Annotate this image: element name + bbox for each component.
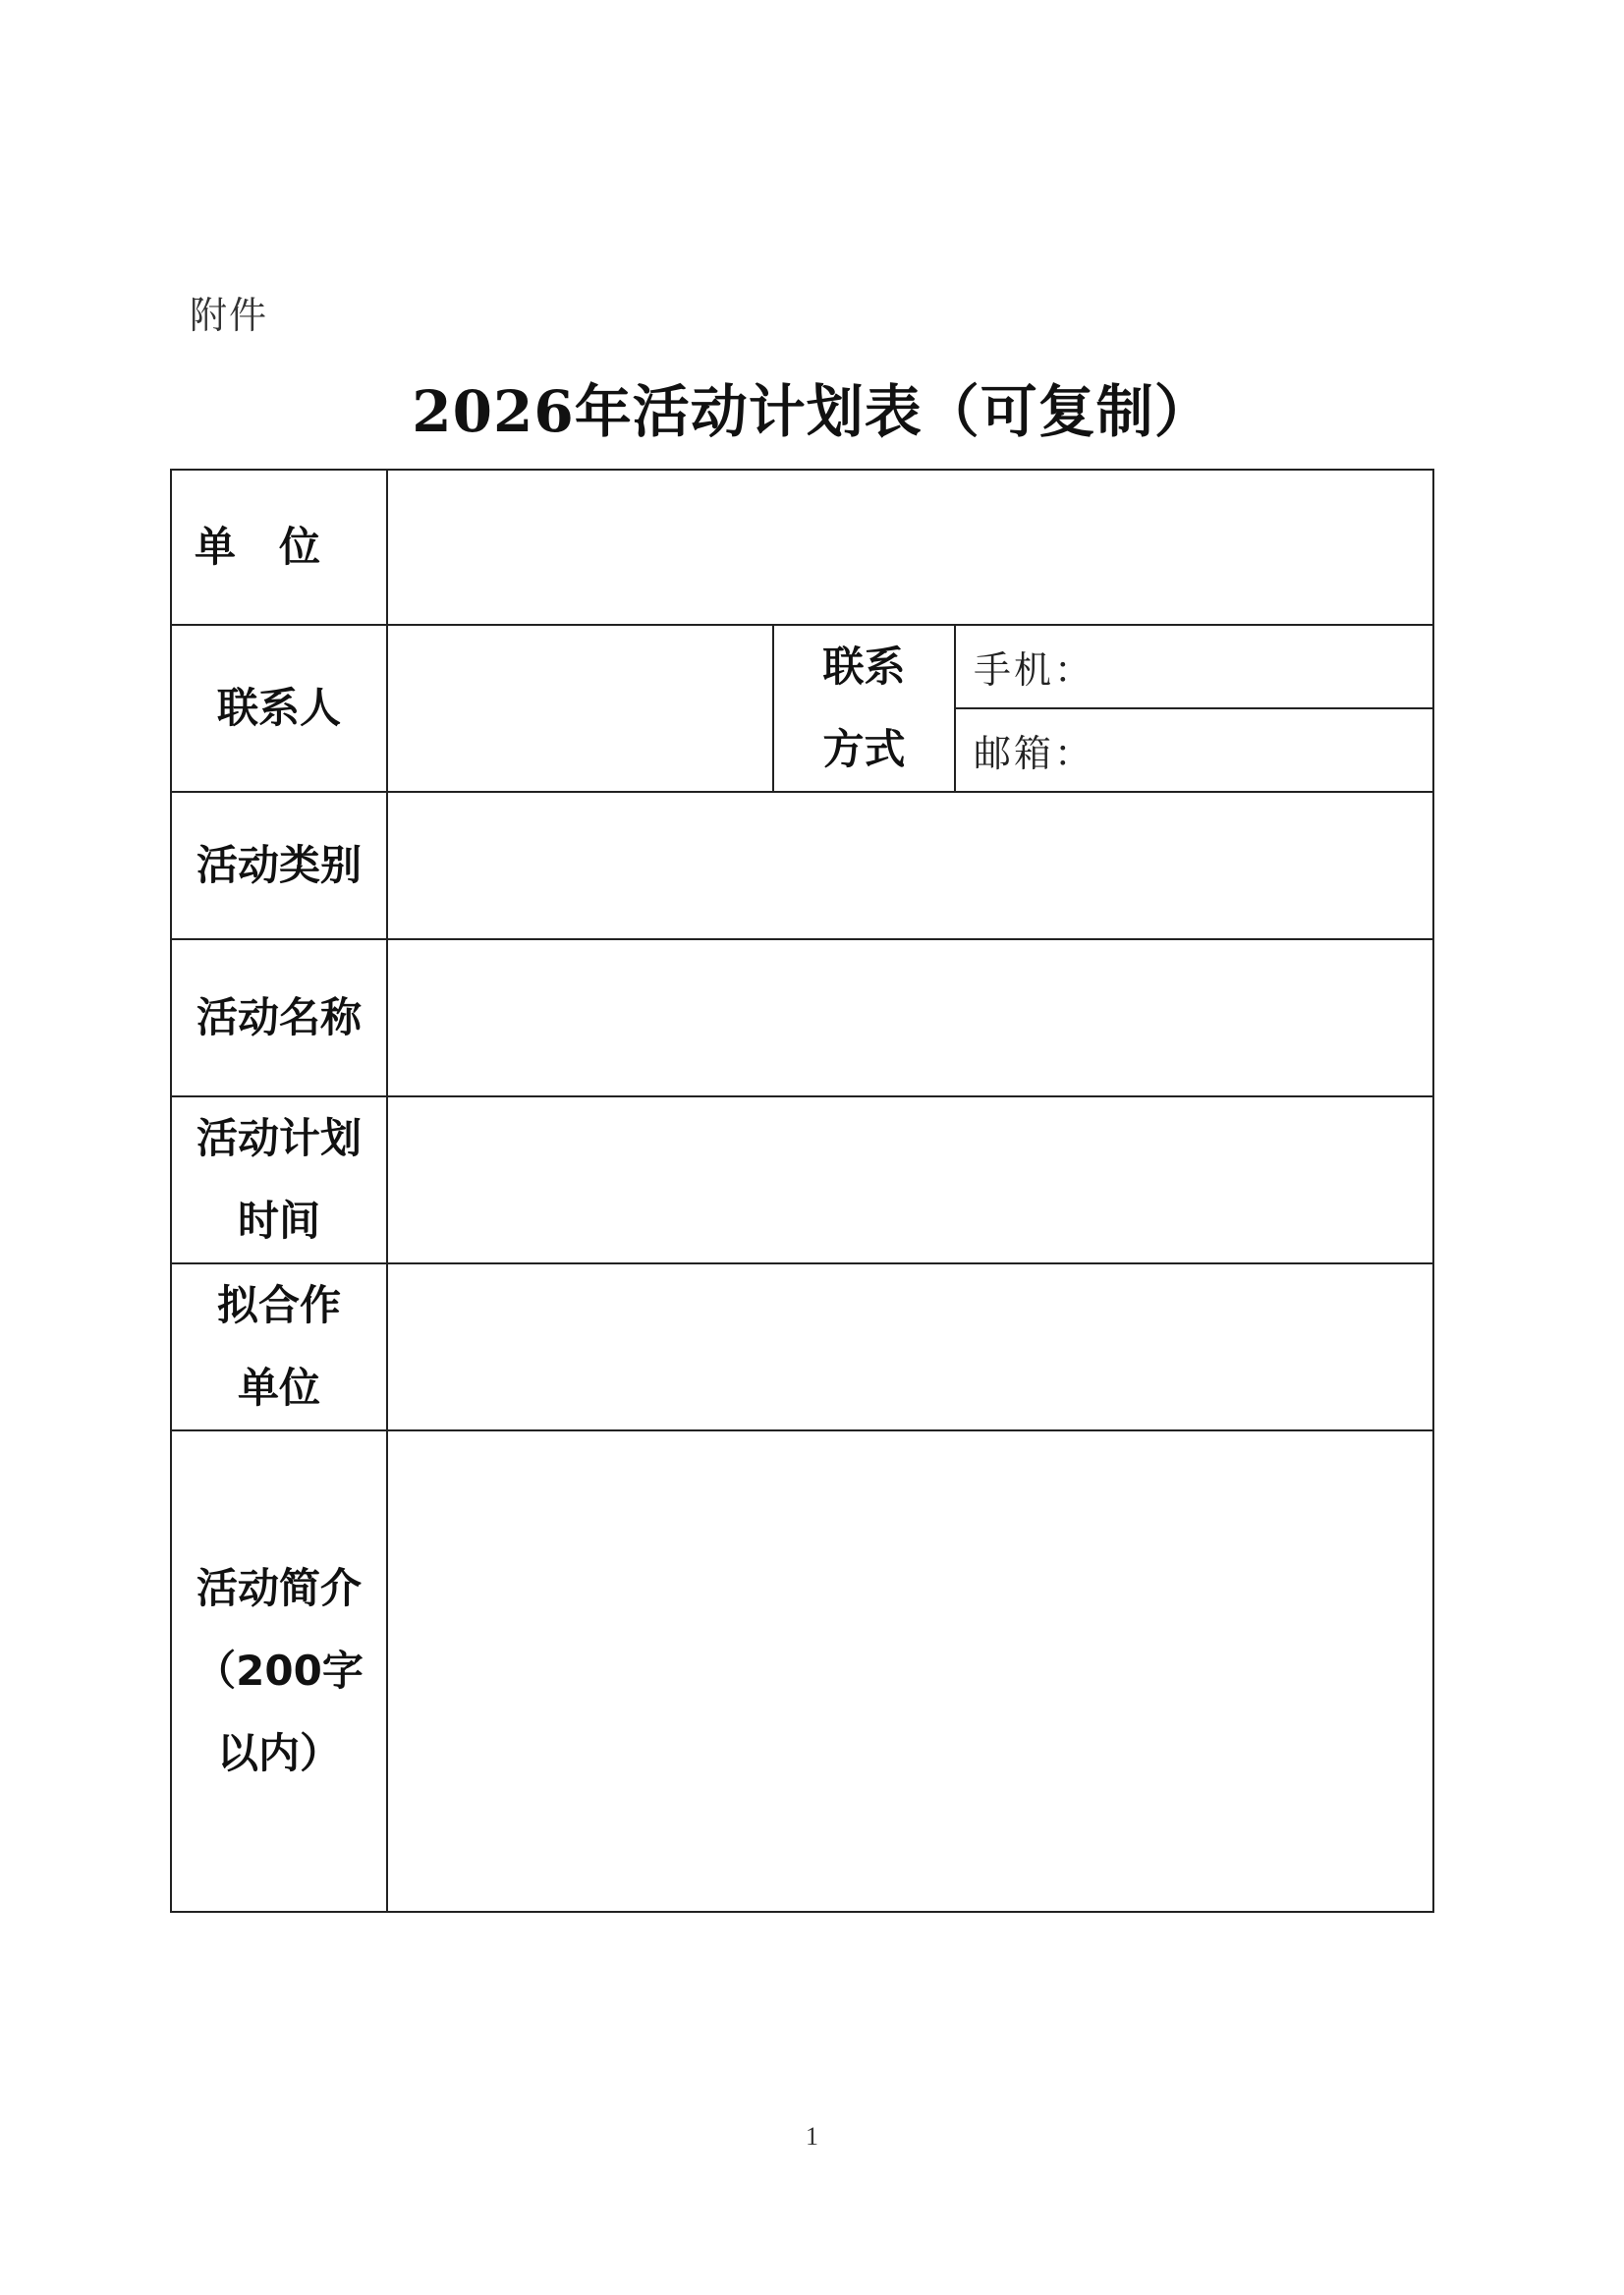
email-field[interactable] <box>955 708 1433 792</box>
page-title: 2026年活动计划表（可复制） <box>412 378 1212 445</box>
activity-intro-label <box>171 1430 387 1912</box>
activity-intro-field[interactable] <box>387 1430 1433 1912</box>
row-planned-time <box>171 1096 1433 1263</box>
page-number: 1 <box>806 2122 818 2151</box>
phone-label: 手机： <box>974 648 1095 692</box>
planned-time-label-line1: 活动计划 <box>196 1114 362 1162</box>
partner-unit-field[interactable] <box>387 1263 1433 1430</box>
contact-method-label-line2: 方式 <box>822 725 906 773</box>
activity-category-label: 活动类别 <box>171 792 387 939</box>
planned-time-label <box>171 1096 387 1263</box>
activity-intro-label-line2: （200字 <box>195 1647 364 1695</box>
row-activity-name <box>171 939 1433 1096</box>
planned-time-label-line2: 时间 <box>237 1197 320 1245</box>
contact-person-field[interactable] <box>387 625 773 792</box>
planned-time-field[interactable] <box>387 1096 1433 1263</box>
row-activity-category <box>171 792 1433 939</box>
unit-field[interactable] <box>387 470 1433 625</box>
partner-unit-label-line1: 拟合作 <box>216 1281 341 1329</box>
activity-intro-label-line3: 以内） <box>216 1729 341 1777</box>
activity-category-field[interactable] <box>387 792 1433 939</box>
contact-person-label: 联系人 <box>171 625 387 792</box>
activity-name-field[interactable] <box>387 939 1433 1096</box>
phone-field[interactable] <box>955 625 1433 708</box>
activity-intro-label-line1: 活动简介 <box>196 1564 362 1612</box>
contact-method-label <box>773 625 955 792</box>
row-activity-intro <box>171 1430 1433 1912</box>
partner-unit-label <box>171 1263 387 1430</box>
email-label: 邮箱： <box>974 732 1095 775</box>
row-unit <box>171 470 1433 625</box>
row-partner-unit <box>171 1263 1433 1430</box>
contact-method-label-line1: 联系 <box>822 643 906 691</box>
attachment-label: 附件 <box>190 294 269 337</box>
partner-unit-label-line2: 单位 <box>237 1364 320 1412</box>
row-contact <box>171 625 1433 708</box>
activity-plan-form <box>170 469 1434 1913</box>
activity-name-label: 活动名称 <box>171 939 387 1096</box>
unit-label: 单位 <box>171 470 387 625</box>
